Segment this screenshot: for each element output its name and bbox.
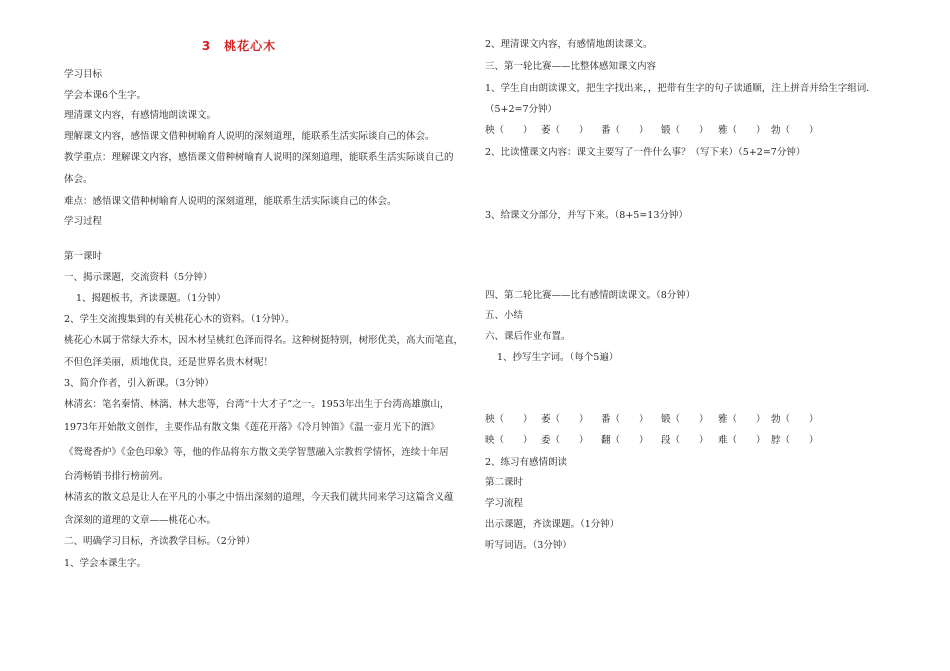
text-line: 桃花心木属于常绿大乔木，因木材呈桃红色泽而得名。这种树挺特别，树形优美，高大而笔直， [64, 335, 464, 346]
vocab-item: 委（ ） [541, 435, 589, 446]
text-line: 2、学生交流搜集到的有关桃花心木的资料。（1分钟）。 [64, 314, 295, 325]
vocab-item: 萎（ ） [541, 414, 589, 425]
vocab-item: 萎（ ） [541, 125, 589, 136]
vocab-row [485, 413, 845, 427]
text-line: （5+2=7分钟） [485, 104, 558, 115]
vocab-item: 勃（ ） [771, 414, 819, 425]
text-line: 2、比读懂课文内容：课文主要写了一件什么事？（写下来）（5+2=7分钟） [485, 147, 806, 158]
vocab-item: 映（ ） [485, 435, 533, 446]
text-line: 理清课文内容，有感情地朗读课文。 [64, 110, 217, 121]
text-line: 一、揭示课题，交流资料（5分钟） [64, 272, 213, 283]
text-line: 难点：感悟课文借种树喻育人说明的深刻道理，能联系生活实际谈自己的体会。 [64, 196, 397, 207]
text-line: 出示课题，齐读课题。（1分钟） [485, 519, 620, 530]
vocab-item: 勃（ ） [771, 125, 819, 136]
vocab-item: 锻（ ） [661, 125, 709, 136]
section-heading: 学习目标 [64, 69, 103, 80]
vocab-item: 难（ ） [718, 435, 766, 446]
section-heading: 五、小结 [485, 310, 524, 321]
text-line: 二、明确学习目标，齐读教学目标。（2分钟） [64, 536, 256, 547]
vocab-item: 脖（ ） [771, 435, 819, 446]
text-line: 3、简介作者，引入新课。（3分钟） [64, 378, 214, 389]
text-line: 含深刻的道理的文章——桃花心木。 [64, 515, 217, 526]
text-line: 2、理清课文内容，有感情地朗读课文。 [485, 39, 653, 50]
vocab-item: 秧（ ） [485, 414, 533, 425]
text-line: 1、抄写生字词。（每个5遍） [497, 352, 619, 363]
text-line: 体会。 [64, 174, 93, 185]
text-line: 理解课文内容，感悟课文借种树喻育人说明的深刻道理，能联系生活实际谈自己的体会。 [64, 131, 435, 142]
vocab-item: 段（ ） [661, 435, 709, 446]
vocab-item: 雅（ ） [718, 414, 766, 425]
vocab-row [485, 434, 845, 448]
section-heading: 学习流程 [485, 498, 524, 509]
section-heading: 学习过程 [64, 216, 103, 227]
vocab-item: 翻（ ） [601, 435, 649, 446]
text-line: 林清玄：笔名秦情、林漓、林大悲等，台湾“十大才子”之一。1953年出生于台湾高雄旗山， [64, 399, 450, 410]
vocab-item: 番（ ） [601, 125, 649, 136]
text-line: 台湾畅销书排行榜前列。 [64, 471, 169, 482]
text-line: 3、给课文分部分，并写下来。（8+5=13分钟） [485, 210, 688, 221]
section-heading: 三、第一轮比赛——比整体感知课文内容 [485, 61, 657, 72]
text-line: 1、揭题板书，齐读课题。（1分钟） [76, 293, 226, 304]
text-line: 1、学生自由朗读课文，把生字找出来，，把带有生字的句子读通顺，注上拼音并给生字组词． [485, 83, 876, 94]
text-line: 教学重点：理解课文内容，感悟课文借种树喻育人说明的深刻道理，能联系生活实际谈自己的 [64, 152, 454, 163]
text-line: 林清玄的散文总是让人在平凡的小事之中悟出深刻的道理，今天我们就共同来学习这篇含义蕴 [64, 492, 454, 503]
vocab-item: 番（ ） [601, 414, 649, 425]
text-line: 不但色泽美丽，质地优良，还是世界名贵木材呢！ [64, 357, 274, 368]
text-line: 《鸳鸯香炉》《金色印象》等，他的作品将东方散文美学智慧融入宗教哲学情怀，连续十年居 [64, 447, 449, 458]
vocab-item: 秧（ ） [485, 125, 533, 136]
page-title: 3 桃花心木 [201, 39, 277, 53]
section-heading: 四、第二轮比赛——比有感情朗读课文。（8分钟） [485, 290, 696, 301]
vocab-item: 锻（ ） [661, 414, 709, 425]
text-line: 1973年开始散文创作，主要作品有散文集《莲花开落》《冷月钟笛》《温一壶月光下的酒》 [64, 422, 440, 433]
text-line: 1、学会本课生字。 [64, 558, 147, 569]
text-line: 学会本课6个生字。 [64, 90, 147, 101]
vocab-item: 雅（ ） [718, 125, 766, 136]
section-heading: 第二课时 [485, 477, 524, 488]
section-heading: 第一课时 [64, 251, 103, 262]
section-heading: 六、课后作业布置。 [485, 331, 571, 342]
vocab-row [485, 124, 845, 138]
text-line: 听写词语。（3分钟） [485, 540, 572, 551]
text-line: 2、练习有感情朗读 [485, 457, 568, 468]
